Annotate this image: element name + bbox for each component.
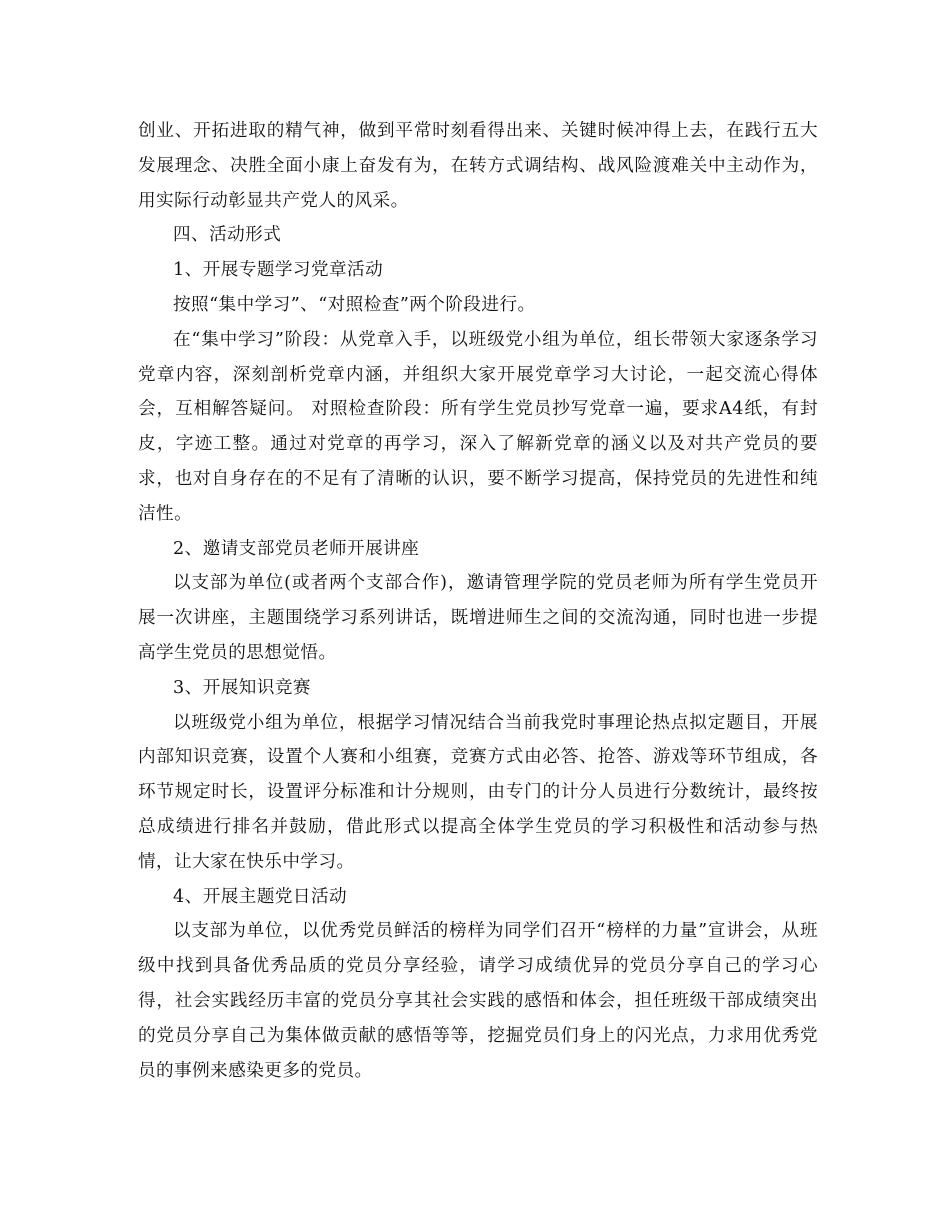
subheading-knowledge-contest: 3、开展知识竞赛 xyxy=(173,677,311,698)
subheading-party-day: 4、开展主题党日活动 xyxy=(173,886,348,907)
paragraph-centralized-study: 在“集中学习”阶段：从党章入手，以班级党小组为单位，组长带领大家逐条学习党章内容，深刻剖析党章内涵，并组织大家开展党章学习大讨论，一起交流心得体会，互相解答疑问。 对照检查阶段：所有学生党员抄写党章一遍，要求A4纸，有封皮，字迹工整。通过对党章的再学习，深入了解新党章的涵义以及对共产党员的要求，也对自身存在的不足有了清晰的认识，要不断学习提高，保持党员的先进性和纯洁性。 xyxy=(138,329,818,524)
section-heading-activity-forms: 四、活动形式 xyxy=(173,225,282,246)
subheading-teacher-lecture: 2、邀请支部党员老师开展讲座 xyxy=(173,538,420,559)
document-body xyxy=(138,114,818,1088)
subheading-party-constitution-study: 1、开展专题学习党章活动 xyxy=(173,260,384,281)
paragraph-two-stages: 按照“集中学习”、“对照检查”两个阶段进行。 xyxy=(173,294,536,315)
paragraph-contest: 以班级党小组为单位，根据学习情况结合当前我党时事理论热点拟定题目，开展内部知识竞赛，设置个人赛和小组赛，竞赛方式由必答、抢答、游戏等环节组成，各环节规定时长，设置评分标准和计分规则，由专门的计分人员进行分数统计，最终按总成绩进行排名并鼓励，借此形式以提高全体学生党员的学习积极性和活动参与热情，让大家在快乐中学习。 xyxy=(138,712,818,872)
paragraph-party-day: 以支部为单位，以优秀党员鲜活的榜样为同学们召开“榜样的力量”宣讲会，从班级中找到具备优秀品质的党员分享经验，请学习成绩优异的党员分享自己的学习心得，社会实践经历丰富的党员分享其社会实践的感悟和体会，担任班级干部成绩突出的党员分享自己为集体做贡献的感悟等等，挖掘党员们身上的闪光点，力求用优秀党员的事例来感染更多的党员。 xyxy=(138,921,818,1081)
paragraph-lecture: 以支部为单位(或者两个支部合作)，邀请管理学院的党员老师为所有学生党员开展一次讲座，主题围绕学习系列讲话，既增进师生之间的交流沟通，同时也进一步提高学生党员的思想觉悟。 xyxy=(138,573,818,663)
paragraph-continued: 创业、开拓进取的精气神，做到平常时刻看得出来、关键时候冲得上去，在践行五大发展理念、决胜全面小康上奋发有为，在转方式调结构、战风险渡难关中主动作为，用实际行动彰显共产党人的风采。 xyxy=(138,121,818,211)
